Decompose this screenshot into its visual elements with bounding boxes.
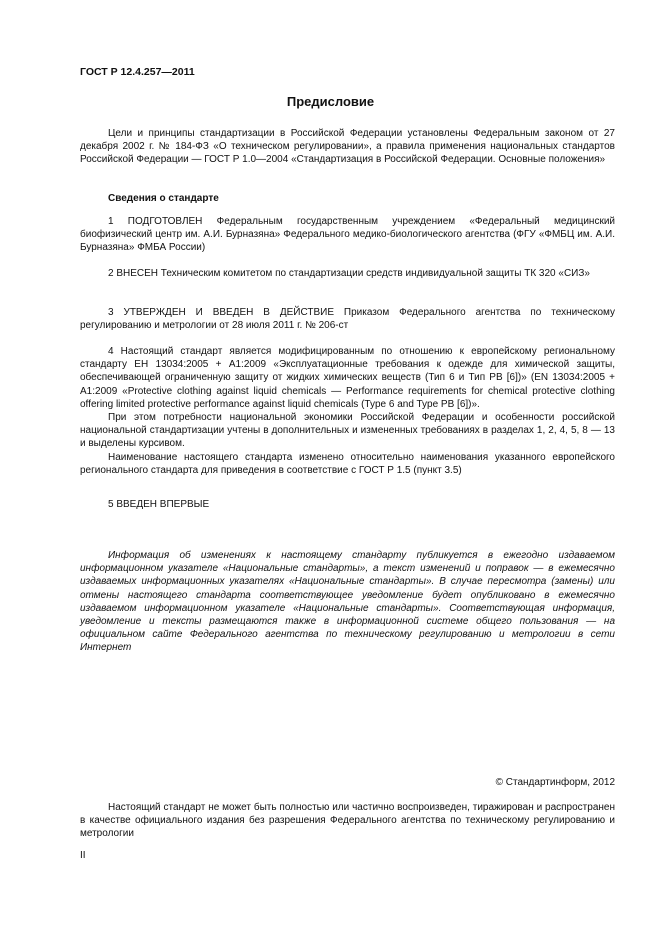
item-2-block: [80, 267, 615, 280]
item-4-paragraph-1: 4 Настоящий стандарт является модифицированным по отношению к европейскому региональному стандарту ЕН 13034:2005 + А1:2009 «Эксплуатационные требования к одежде для химической защиты, обеспечивающей ограниченную защиту от жидких химических веществ (Тип 6 и Тип PB [6])» (EN 13034:2005 + A1:2009 «Protective clothing against liquid chemicals — Performance requirements for chemical protective clothing offering limited protective performance against liquid chemicals (Type 6 and Type PB [6])».: [80, 346, 615, 410]
item-2-paragraph: 2 ВНЕСЕН Техническим комитетом по стандартизации средств индивидуальной защиты ТК 320 «СИЗ»: [108, 268, 590, 279]
item-4-paragraph-3: Наименование настоящего стандарта изменено относительно наименования указанного европейского регионального стандарта для приведения в соответствие с ГОСТ Р 1.5 (пункт 3.5): [80, 451, 615, 476]
notice-block: [80, 549, 615, 655]
item-5-paragraph: 5 ВВЕДЕН ВПЕРВЫЕ: [108, 499, 210, 510]
page-title: Предисловие: [286, 94, 375, 109]
section-heading: Сведения о стандарте: [108, 193, 219, 204]
item-5-block: [80, 498, 615, 511]
item-1-paragraph: 1 ПОДГОТОВЛЕН Федеральным государственным учреждением «Федеральный медицинский биофизический центр им. А.И. Бурназяна» Федерального медико-биологического агентства (ФГУ «ФМБЦ им. А.И. Бурназяна» ФМБА России): [80, 216, 615, 254]
item-4-block: [80, 345, 615, 477]
page-number: II: [80, 850, 86, 861]
rights-block: [80, 801, 615, 841]
rights-paragraph: Настоящий стандарт не может быть полностью или частично воспроизведен, тиражирован и распространен в качестве официального издания без разрешения Федерального агентства по техническому регулированию и метрологии: [80, 802, 615, 840]
intro-block: [80, 127, 615, 167]
document-header-code: ГОСТ Р 12.4.257—2011: [80, 66, 195, 78]
item-3-paragraph: 3 УТВЕРЖДЕН И ВВЕДЕН В ДЕЙСТВИЕ Приказом Федерального агентства по техническому регулированию и метрологии от 28 июля 2011 г. № 206-ст: [80, 307, 615, 332]
item-3-block: [80, 306, 615, 332]
notice-paragraph: Информация об изменениях к настоящему стандарту публикуется в ежегодно издаваемом информационном указателе «Национальные стандарты», а текст изменений и поправок — в ежемесячно издаваемых информационных указателях «Национальные стандарты». В случае пересмотра (замены) или отмены настоящего стандарта соответствующее уведомление будет опубликовано в ежемесячно издаваемом информационном указателе «Национальные стандарты». Соответствующая информация, уведомление и тексты размещаются также в информационной системе общего пользования — на официальном сайте Федерального агентства по техническому регулированию и метрологии в сети Интернет: [80, 550, 615, 654]
intro-paragraph: Цели и принципы стандартизации в Российской Федерации установлены Федеральным законом от 27 декабря 2002 г. № 184-ФЗ «О техническом регулировании», а правила применения национальных стандартов Российской Федерации — ГОСТ Р 1.0—2004 «Стандартизация в Российской Федерации. Основные положения»: [80, 128, 615, 166]
item-1-block: [80, 215, 615, 255]
item-4-paragraph-2: При этом потребности национальной экономики Российской Федерации и особенности российской национальной стандартизации учтены в дополнительных и измененных требованиях в разделах 1, 2, 4, 5, 8 — 13 и выделены курсивом.: [80, 412, 615, 450]
copyright-notice: © Стандартинформ, 2012: [495, 777, 615, 788]
